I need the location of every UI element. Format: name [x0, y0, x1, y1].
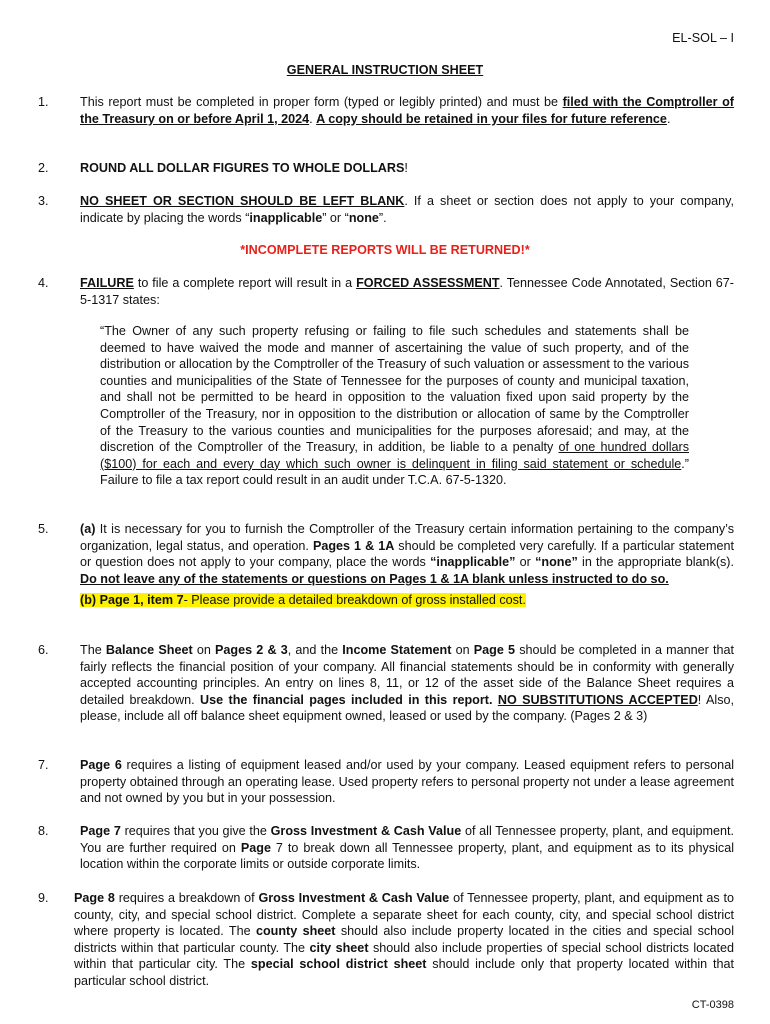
instruction-item-7	[38, 757, 734, 807]
page-title: GENERAL INSTRUCTION SHEET	[286, 63, 484, 77]
item-number: 7.	[38, 758, 49, 772]
incomplete-reports-warning: *INCOMPLETE REPORTS WILL BE RETURNED!*	[240, 243, 530, 257]
item-text: Page 8 requires a breakdown of Gross Investment & Cash Value of Tennessee property, plant, and equipment as to county, city, and special school district. Complete a separate sheet for each county, city, and special school district where property is located. The county sheet should also include property located in the cities and special school districts within that particular county. The city sheet should also include properties of special school districts located within that particular city. The special school district sheet should include only that property located within that particular school district.	[74, 891, 734, 988]
statute-quote: “The Owner of any such property refusing or failing to file such schedules and statements shall be deemed to have waived the mode and manner of ascertaining the value of such property, and of the distribution or allocation by the Comptroller of the Treasury of such valuation or assessment to the various counties and municipalities of the State of Tennessee for the purposes of county and municipal taxation, and shall not be permitted to be heard in opposition to the valuation fixed upon said property by the Comptroller of the Treasury, nor in opposition to the distribution or allocation of same by the Comptroller of the Treasury to the various counties and municipalities for the purposes aforesaid; and may, at the discretion of the Comptroller of the Treasury, in addition, be liable to a penalty of one hundred dollars ($100) for each and every day which such owner is delinquent in filing said statement or schedule.” Failure to file a tax report could result in an audit under T.C.A. 67-5-1320.	[100, 324, 689, 488]
item-number: 6.	[38, 643, 49, 657]
instruction-item-4	[38, 275, 734, 308]
instruction-item-3	[38, 193, 734, 226]
instruction-item-6	[38, 642, 734, 725]
item-number: 1.	[38, 95, 49, 109]
item-text: (a) It is necessary for you to furnish the Comptroller of the Treasury certain information pertaining to the company’s organization, legal status, and operation. Pages 1 & 1A should be completed very carefully. If a particular statement or question does not apply to your company, place the words “inapplicable” or “none” in the appropriate blank(s). Do not leave any of the statements or questions on Pages 1 & 1A blank unless instructed to do so.	[80, 522, 735, 586]
item-number: 2.	[38, 161, 49, 175]
form-id: EL-SOL – I	[672, 31, 734, 45]
item-text: Page 7 requires that you give the Gross Investment & Cash Value of all Tennessee property, plant, and equipment. You are further required on Page 7 to break down all Tennessee property, plant, and equipment as to its physical location within the corporate limits or outside corporate limits.	[80, 824, 735, 872]
item-text: ROUND ALL DOLLAR FIGURES TO WHOLE DOLLARS!	[80, 161, 408, 175]
item-text: NO SHEET OR SECTION SHOULD BE LEFT BLANK. If a sheet or section does not apply to your company, indicate by placing the words “inapplicable” or “none”.	[80, 194, 734, 225]
item-5b-text: (b) Page 1, item 7- Please provide a detailed breakdown of gross installed cost.	[80, 593, 526, 608]
item-text: FAILURE to file a complete report will result in a FORCED ASSESSMENT. Tennessee Code Annotated, Section 67-5-1317 states:	[80, 276, 734, 307]
item-text: Page 6 requires a listing of equipment leased and/or used by your company. Leased equipment refers to personal property obtained through an operating lease. Used property refers to personal property not under a lease agreement and not owned by you but in your possession.	[80, 758, 734, 806]
item-number: 8.	[38, 824, 49, 838]
item-number: 5.	[38, 522, 49, 536]
instruction-item-2	[38, 160, 734, 177]
item-number: 3.	[38, 194, 49, 208]
item-text: The Balance Sheet on Pages 2 & 3, and the Income Statement on Page 5 should be completed in a manner that fairly reflects the financial position of your company. All financial statements should be in conformity with generally accepted accounting principles. An entry on lines 8, 11, or 12 of the asset side of the Balance Sheet requires a detailed breakdown. Use the financial pages included in this report. NO SUBSTITUTIONS ACCEPTED! Also, please, include all off balance sheet equipment owned, leased or used by the company. (Pages 2 & 3)	[80, 643, 734, 724]
instruction-item-1	[38, 94, 734, 127]
instruction-item-9	[38, 890, 734, 990]
item-number: 4.	[38, 276, 49, 290]
footer-form-code: CT-0398	[691, 999, 734, 1012]
item-text: This report must be completed in proper form (typed or legibly printed) and must be filed with the Comptroller of the Treasury on or before April 1, 2024. A copy should be retained in your files for future reference.	[80, 95, 734, 126]
instruction-item-5	[38, 521, 734, 609]
item-number: 9.	[38, 891, 49, 905]
instruction-item-8	[38, 823, 734, 873]
